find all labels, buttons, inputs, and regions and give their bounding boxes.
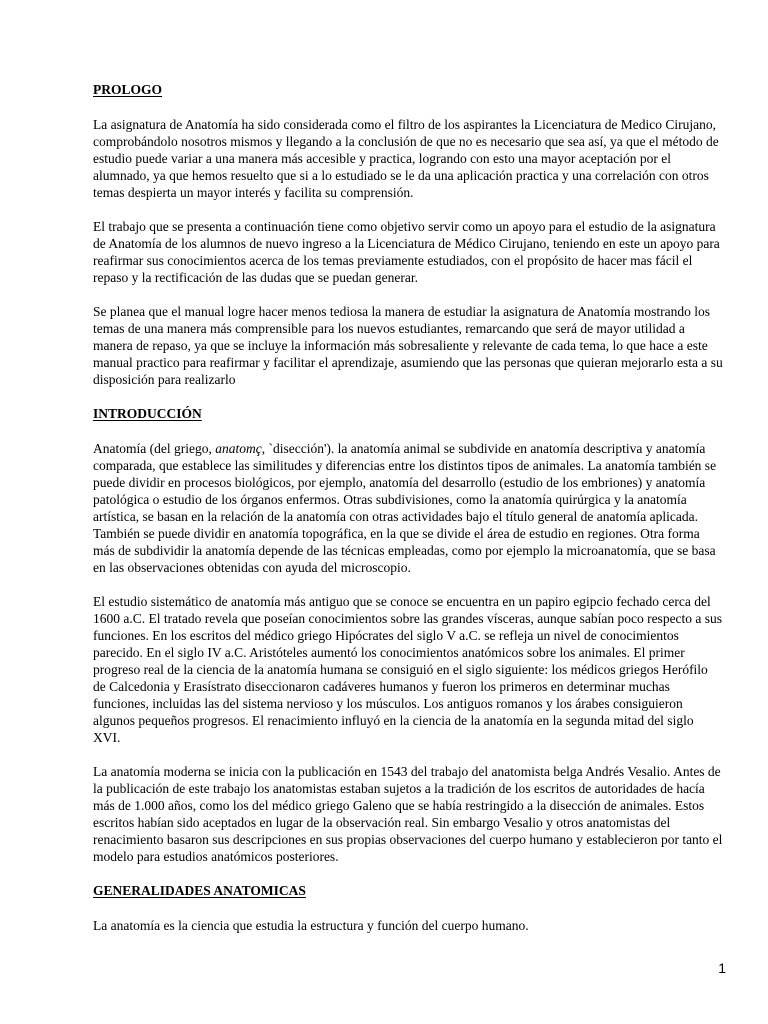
heading-introduccion: INTRODUCCIÓN: [93, 406, 202, 421]
intro-p1-lead: Anatomía (del griego,: [93, 441, 216, 456]
introduccion-paragraph-3: La anatomía moderna se inicia con la publicación en 1543 del trabajo del anatomista belga Andrés Vesalio. Antes de la publicación de este trabajo los anatomistas estaban sujetos a la tradición de los escritos de autoridades de hacía más de 1.000 años, como los del médico griego Galeno que se había restringido a la disección de animales. Estos escritos habían sido aceptados en lugar de la observación real. Sin embargo Vesalio y otros anatomistas del renacimiento basaron sus descripciones en sus propias observaciones del cuerpo humano y establecieron por tanto el modelo para estudios anatómicos posteriores.: [93, 764, 723, 864]
prologo-paragraph-1: La asignatura de Anatomía ha sido considerada como el filtro de los aspirantes la Licenciatura de Medico Cirujano, comprobándolo nosotros mismos y llegando a la conclusión de que no es necesario que sea así, ya que el método de estudio puede variar a una manera más accesible y practica, logrando con esto una mayor aceptación por el alumnado, ya que hemos resuelto que si a lo estudiado se le da una aplicación practica y una correlación con otros temas despierta un mayor interés y facilita su comprensión.: [93, 117, 719, 200]
introduccion-paragraph-1: [93, 440, 723, 576]
heading-generalidades: GENERALIDADES ANATOMICAS: [93, 883, 306, 898]
intro-p1-rest: , `disección'). la anatomía animal se subdivide en anatomía descriptiva y anatomía comparada, que establece las similitudes y diferencias entre los distintos tipos de animales. La anatomía también se puede dividir en procesos biológicos, por ejemplo, anatomía del desarrollo (estudio de los embriones) y anatomía patológica o estudio de los órganos enfermos. Otras subdivisiones, como la anatomía quirúrgica y la anatomía artística, se basan en la relación de la anatomía con otras actividades bajo el título general de anatomía aplicada. También se puede dividir en anatomía topográfica, en la que se divide el área de estudio en regiones. Otra forma más de subdividir la anatomía depende de las técnicas empleadas, como por ejemplo la microanatomía, que se basa en las observaciones obtenidas con ayuda del microscopio.: [93, 441, 717, 575]
generalidades-paragraph-1: La anatomía es la ciencia que estudia la estructura y función del cuerpo humano.: [93, 918, 529, 933]
prologo-paragraph-3: Se planea que el manual logre hacer menos tediosa la manera de estudiar la asignatura de Anatomía mostrando los temas de una manera más comprensible para los nuevos estudiantes, remarcando que será de mayor utilidad a manera de repaso, ya que se incluye la información más sobresaliente y relevante de cada tema, lo que hace a este manual practico para reafirmar y facilitar el aprendizaje, asumiendo que las personas que quieran mejorarlo esta a su disposición para realizarlo: [93, 304, 723, 387]
intro-p1-greek-term: anatomç: [215, 441, 262, 456]
heading-prologo: PROLOGO: [93, 82, 163, 97]
prologo-paragraph-2: El trabajo que se presenta a continuación tiene como objetivo servir como un apoyo para el estudio de la asignatura de Anatomía de los alumnos de nuevo ingreso a la Licenciatura de Médico Cirujano, teniendo en este un apoyo para reafirmar sus conocimientos acerca de los temas previamente estudiados, con el propósito de hacer mas fácil el repaso y la rectificación de las dudas que se puedan generar.: [93, 219, 720, 285]
page-content: [93, 81, 723, 934]
introduccion-paragraph-2: El estudio sistemático de anatomía más antiguo que se conoce se encuentra en un papiro egipcio fechado cerca del 1600 a.C. El tratado revela que poseían conocimientos sobre las grandes vísceras, aunque sabían poco respecto a sus funciones. En los escritos del médico griego Hipócrates del siglo V a.C. se refleja un nivel de conocimientos parecido. En el siglo IV a.C. Aristóteles aumentó los conocimientos anatómicos sobre los animales. El primer progreso real de la ciencia de la anatomía humana se consiguió en el siglo siguiente: los médicos griegos Herófilo de Calcedonia y Erasístrato diseccionaron cadáveres humanos y fueron los primeros en determinar muchas funciones, incluidas las del sistema nervioso y los músculos. Los antiguos romanos y los árabes consiguieron algunos pequeños progresos. El renacimiento influyó en la ciencia de la anatomía en la segunda mitad del siglo XVI.: [93, 594, 723, 745]
page-number: 1: [718, 960, 726, 976]
